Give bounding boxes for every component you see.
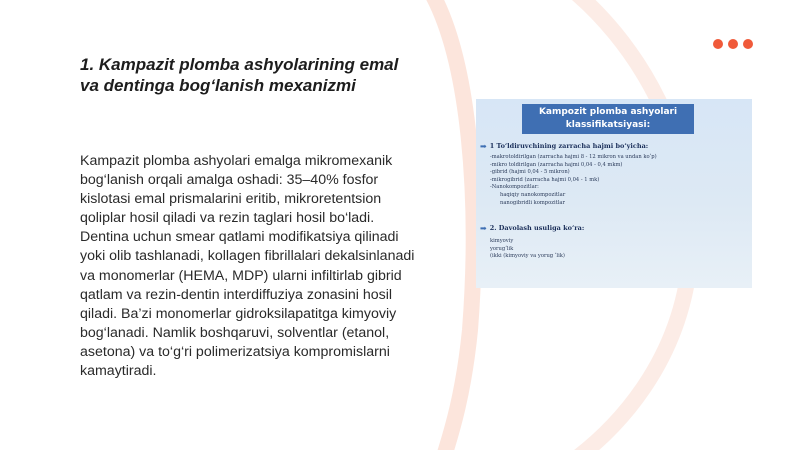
list-item: -mikro toldirilgan (zarracha hajmi 0,04 - 0,4 mkm) [490, 161, 623, 168]
figure-section-1 [480, 141, 648, 151]
figure-section-title: 2. Davolash usuliga ko‘ra: [489, 224, 585, 232]
figure-section-title: 1 To‘ldiruvchining zarracha hajmi bo‘yicha: [489, 142, 649, 150]
list-item: -Nanokompozitlar: [490, 184, 539, 191]
list-item: (ikki (kimyoviy va yorug ‘lik) [490, 253, 565, 260]
classification-figure [476, 99, 752, 288]
arrow-right-icon: ➡ [480, 141, 487, 151]
list-item: -gibrid (hajmi 0,04 - 5 mikron) [490, 169, 570, 176]
dot-icon [743, 39, 753, 49]
figure-section-2-list [490, 238, 565, 261]
figure-section-1-list [490, 154, 657, 207]
dot-icon [713, 39, 723, 49]
figure-header-line: Kampozit plomba ashyolari [538, 107, 678, 117]
list-item: haqiqiy nanokompozitlar [500, 191, 566, 198]
three-dots-icon [713, 39, 753, 49]
list-item: -makrotoldirilgan (zarracha hajmi 8 - 12 mikron va undan ko‘p) [490, 154, 657, 160]
figure-header-line: klassifikatsiyasi: [565, 120, 651, 130]
list-item: kimyoviy [490, 238, 514, 244]
slide-title: 1. Kampazit plomba ashyolarining emal va dentinga bog‘lanish mexanizmi [80, 55, 399, 95]
slide-body-text: Kampazit plomba ashyolari emalga mikromexanik bog‘lanish orqali amalga oshadi: 35–40% fosfor kislotasi emal prismalarini eritib, mikroretentsion qoliplar hosil qiladi va rezin taglari hosil bo‘ladi. Dentina uchun smear qatlami modifikatsiya qilinadi yoki olib tashlanadi, kollagen fibrillalari dekalsinlanadi va monomerlar (HEMA, MDP) ularni infiltirlab gibrid qatlam va rezin-dentin interdiffuziya zonasini hosil qiladi. Ba’zi monomerlar gidroksilapatitga kimyoviy bog‘lanadi. Namlik boshqaruvi, solventlar (etanol, asetona) va to‘g‘ri polimerizatsiya kompromislarni kamaytiradi. [80, 153, 415, 380]
list-item: yorug‘lik [490, 245, 514, 252]
figure-header [522, 104, 694, 134]
list-item: nanogibridli kompozitlar [500, 199, 565, 206]
dot-icon [728, 39, 738, 49]
list-item: -mikrogibrid (zarracha hajmi 0,04 - 1 mk) [490, 176, 600, 183]
figure-section-2 [480, 223, 584, 233]
arrow-right-icon: ➡ [480, 223, 487, 233]
